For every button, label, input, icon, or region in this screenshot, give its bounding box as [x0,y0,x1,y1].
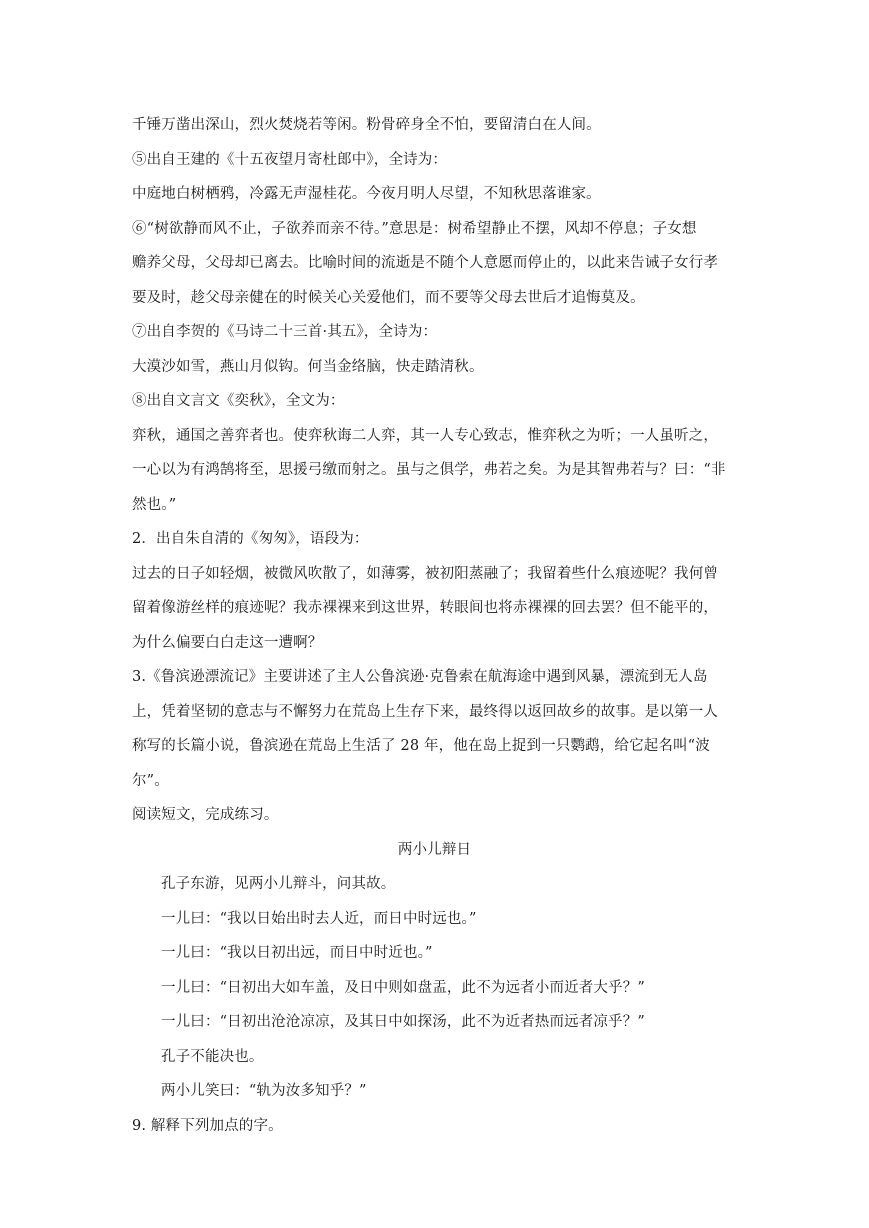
text-line-4: ⑥“树欲静而风不止，子欲养而亲不待。”意思是：树希望静止不摆，风却不停息；子女想 [132,220,697,237]
text-line-7: ⑦出自李贺的《马诗二十三首·其五》，全诗为： [132,324,438,340]
text-line-20: 尔”。 [132,772,169,789]
text-line-9: ⑧出自文言文《奕秋》，全文为： [132,393,345,409]
text-line-13: 2．出自朱自清的《匆匆》，语段为： [132,531,369,547]
passage-line-1: 孔子东游，见两小儿辩斗，问其故。 [161,876,396,892]
document-body [132,108,737,1143]
passage-line-7: 两小儿笑曰：“轨为汝多知乎？” [161,1083,367,1099]
text-line-16: 为什么偏要白白走这一遭啊？ [132,634,323,651]
text-line-3: 中庭地白树栖鸦，冷露无声湿桂花。今夜月明人尽望，不知秋思落谁家。 [132,186,601,202]
passage-line-2: 一儿曰：“我以日始出时去人近，而日中时远也。” [161,910,477,927]
text-line-11: 一心以为有鸿鹄将至，思援弓缴而射之。虽与之俱学，弗若之矣。为是其智弗若与？曰：“非 [132,462,726,478]
text-line-12: 然也。” [132,496,177,513]
text-line-14: 过去的日子如轻烟，被微风吹散了，如薄雾，被初阳蒸融了；我留着些什么痕迹呢？我何曾 [132,565,718,582]
text-line-19: 称写的长篇小说，鲁滨逊在荒岛上生活了 28 年，他在岛上捉到一只鹦鹉，给它起名叫“波 [132,738,710,754]
passage-line-6: 孔子不能决也。 [161,1048,264,1065]
text-line-1: 千锤万凿出深山，烈火焚烧若等闲。粉骨碎身全不怕，要留清白在人间。 [132,117,601,133]
text-line-15: 留着像游丝样的痕迹呢？我赤裸裸来到这世界，转眼间也将赤裸裸的回去罢？但不能平的， [132,600,718,616]
text-line-10: 弈秋，通国之善弈者也。使弈秋诲二人弈，其一人专心致志，惟弈秋之为听；一人虽听之， [132,427,718,444]
text-line-6: 要及时，趁父母亲健在的时候关心关爱他们，而不要等父母去世后才追悔莫及。 [132,289,645,306]
text-line-18: 上，凭着坚韧的意志与不懈努力在荒岛上生存下来，最终得以返回故乡的故事。是以第一人 [132,703,718,720]
passage-line-5: 一儿曰：“日初出沧沧凉凉，及其日中如探汤，此不为近者热而远者凉乎？” [161,1014,645,1030]
passage-title: 两小儿辩日 [397,841,472,858]
text-line-8: 大漠沙如雪，燕山月似钩。何当金络脑，快走踏清秋。 [132,358,484,375]
passage-line-3: 一儿曰：“我以日初出远，而日中时近也。” [161,945,433,961]
text-line-2: ⑤出自王建的《十五夜望月寄杜郎中》，全诗为： [132,151,448,168]
question-9: 9. 解释下列加点的字。 [132,1117,283,1134]
text-line-5: 赡养父母，父母却已离去。比喻时间的流逝是不随个人意愿而停止的，以此来告诫子女行孝 [132,255,718,271]
text-line-21: 阅读短文，完成练习。 [132,807,279,823]
passage-line-4: 一儿曰：“日初出大如车盖，及日中则如盘盂，此不为远者小而近者大乎？” [161,979,645,996]
text-line-17: 3.《鲁滨逊漂流记》主要讲述了主人公鲁滨逊·克鲁索在航海途中遇到风暴，漂流到无人岛 [132,669,708,685]
